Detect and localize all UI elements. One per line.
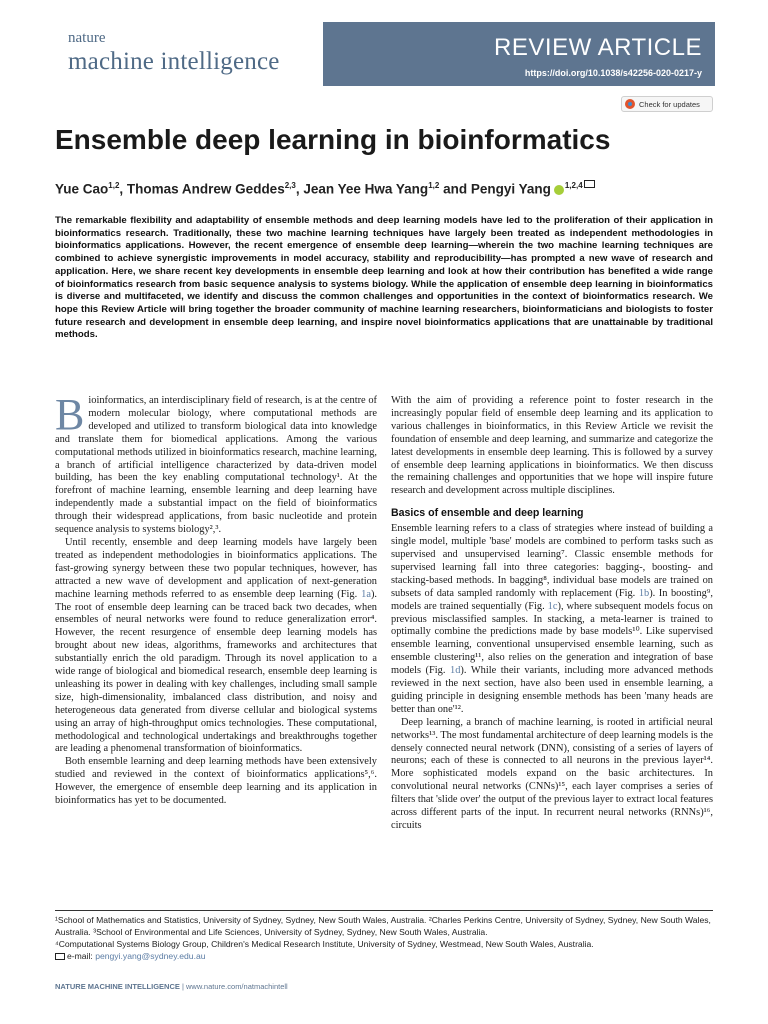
crossmark-icon — [625, 99, 635, 109]
author-separator: , — [119, 181, 127, 197]
email-line — [55, 950, 713, 962]
figure-link[interactable]: 1a — [361, 588, 371, 600]
paragraph-text: ). In boosting⁹, models are trained sequentially (Fig. — [391, 587, 713, 612]
author-separator: and — [439, 181, 471, 197]
paragraph-text: ). While their variants, including more advanced methods reviewed in the next section, have also been used in ensemble learning, a guiding principle in designing ensemble methods has been 'many heads are better than one'¹². — [391, 665, 713, 715]
author-separator: , — [295, 181, 304, 197]
figure-link[interactable]: 1b — [638, 587, 650, 599]
paragraph-text: Until recently, ensemble and deep learning models have largely been treated as independent methodologies in bioinformatics applications. The fast-growing synergy between these two popular techniques, however, has attracted a new wave of development and application of next-generation machine learning methods referred to as ensemble deep learning (Fig. — [55, 536, 377, 600]
figure-link[interactable]: 1d — [450, 665, 461, 677]
paragraph-text: ioinformatics, an interdisciplinary field of research, is at the centre of modern molecular biology, where computational methods are developed and utilized to transform biological data into knowledge and translate them for biomedical applications. Among the various computational methods utilized in bioinformatics research, machine learning, a branch of artificial intelligence characterized by data-driven model building, has been the key enabling computational technology¹. At the forefront of machine learning, ensemble learning and deep learning have independently made a substantial impact on the field of bioinformatics through their widespread applications, from basic nucleotide and protein sequence analysis to systems biology²,³. — [55, 395, 377, 536]
doi-link[interactable]: https://doi.org/10.1038/s42256-020-0217-y — [524, 68, 702, 78]
drop-cap: B — [55, 390, 85, 439]
affiliation-line: ¹School of Mathematics and Statistics, University of Sydney, Sydney, New South Wales, Australia. ²Charles Perkins Centre, University of Sydney, Sydney, New South Wales, Australia. ³School of Environmental and Life Sciences, University of Sydney, Sydney, New South Wales, Australia. — [55, 915, 711, 937]
abstract: The remarkable flexibility and adaptability of ensemble methods and deep learning models have led to the proliferation of their application in bioinformatics research. Traditionally, these two machine learning techniques have largely been treated as independent methodologies in bioinformatics applications. However, the recent emergence of ensemble deep learning—wherein the two machine learning techniques are combined to achieve synergistic improvements in model accuracy, stability and reproducibility—has prompted a new wave of research and application. Here, we share recent key developments in ensemble deep learning and look at how their contribution has benefited a wide range of bioinformatics research from basic sequence analysis to systems biology. While the application of ensemble deep learning in bioinformatics is diverse and multifaceted, we identify and discuss the common challenges and opportunities in the context of bioinformatics research. We hope this Review Article will bring together the broader community of machine learning researchers, bioinformaticians and biologists to foster future research and development in ensemble deep learning, and inspire novel bioinformatics applications that are unattainable by traditional methods. — [55, 215, 713, 341]
orcid-icon[interactable] — [554, 185, 564, 195]
footer-journal-url[interactable]: www.nature.com/natmachintell — [186, 982, 288, 991]
author-name[interactable]: Thomas Andrew Geddes — [126, 181, 285, 197]
author-name[interactable]: Yue Cao — [55, 181, 109, 197]
author-affiliation-marker: 1,2 — [428, 181, 440, 190]
author-name[interactable]: Pengyi Yang — [470, 181, 551, 197]
paragraph — [55, 390, 377, 537]
paragraph: With the aim of providing a reference point to foster research in the increasingly popular field of ensemble deep learning and its application to various challenges in bioinformatics, in this Review Article we revisit the foundation of ensemble and deep learning, and summarize and categorize the latest developments in ensemble deep learning. This is followed by a survey of ensemble deep learning applications in bioinformatics. We then discuss the remaining challenges and opportunities that we hope will inspire future research and development across multiple disciplines. — [391, 395, 713, 497]
email-link[interactable]: pengyi.yang@sydney.edu.au — [95, 951, 206, 961]
paragraph — [55, 537, 377, 756]
page-footer — [55, 982, 288, 991]
author-affiliation-marker: 1,2 — [108, 181, 120, 190]
check-for-updates-button[interactable] — [621, 96, 713, 112]
body-column-right — [391, 395, 713, 833]
envelope-icon — [55, 953, 65, 960]
footnote-divider — [55, 910, 713, 911]
paragraph-text: Ensemble learning refers to a class of strategies where instead of building a single model, multiple 'base' models are combined to perform tasks such as supervised and unsupervised learning⁷. Classic ensemble methods for supervised learning fall into three categories: bagging-, boosting- and stacking-based methods. In bagging⁸, individual base models are trained on subsets of data sampled randomly with replacement (Fig. — [391, 523, 713, 599]
article-type-label: REVIEW ARTICLE — [494, 34, 702, 61]
author-list — [55, 180, 595, 197]
affiliations — [55, 914, 713, 962]
email-icon[interactable] — [584, 180, 595, 188]
figure-link[interactable]: 1c — [547, 600, 558, 612]
body-column-left — [55, 390, 377, 808]
journal-name: machine intelligence — [68, 48, 280, 75]
paragraph-text: ). The root of ensemble deep learning can be traced back two decades, when ensembles of neural networks were found to reduce generalization error⁴. However, the recent resurgence of ensemble deep learning models has brought about new ideas, algorithms, frameworks and architectures that substantially enrich the old paradigm. Through its novel application to a wide range of biological and biomedical research, ensemble deep learning is unleashing its power in dealing with key challenges, including small sample size, high-dimensionality, imbalanced class distribution, and noisy and heterogeneous data generated from diverse cellular and biological systems using an array of high-throughput omics technologies. These computational, methodological and technological undertakings and breakthroughs together are leading a phenomenal transformation of bioinformatics. — [55, 588, 377, 755]
author-affiliation-marker: 2,3 — [284, 181, 296, 190]
paragraph-text: ), where subsequent models focus on previous misclassified samples. In stacking, a meta-learner is trained to optimally combine the predictions made by base models¹⁰. Like supervised ensemble learning, conventional unsupervised ensemble learning, such as ensemble clustering¹¹, also relies on the generation and integration of base models (Fig. — [391, 600, 713, 677]
paragraph — [391, 523, 713, 717]
masthead — [0, 0, 768, 90]
email-label: e-mail: — [67, 951, 96, 961]
affiliation-line: ⁴Computational Systems Biology Group, Children's Medical Research Institute, University of Sydney, Westmead, New South Wales, Australia. — [55, 939, 594, 949]
journal-name-small: nature — [68, 30, 106, 46]
article-title: Ensemble deep learning in bioinformatics — [55, 124, 611, 155]
author-name[interactable]: Jean Yee Hwa Yang — [303, 181, 429, 197]
section-heading: Basics of ensemble and deep learning — [391, 507, 584, 520]
author-affiliation-marker: 1,2,4 — [564, 181, 583, 190]
paragraph: Both ensemble learning and deep learning methods have been extensively studied and reviewed in the context of bioinformatics applications⁵,⁶. However, the emergence of ensemble deep learning and its application in bioinformatics has yet to be documented. — [55, 756, 377, 807]
footer-separator: | — [179, 982, 186, 991]
paragraph: Deep learning, a branch of machine learning, is rooted in artificial neural networks¹³. The most fundamental architecture of deep learning models is the densely connected neural network (DNN), consisting of a series of layers of neurons; each of these is connected to all neurons in the previous layer¹⁴. More sophisticated models expand on the basic architectures. In convolutional neural networks (CNNs)¹⁵, each layer comprises a series of filters that 'slide over' the output of the previous layer to extract local features across different parts of the input. In recurrent neural networks (RNNs)¹⁶, circuits — [391, 716, 713, 831]
footer-journal-name: NATURE MACHINE INTELLIGENCE — [55, 982, 180, 991]
check-for-updates-label: Check for updates — [639, 99, 700, 109]
